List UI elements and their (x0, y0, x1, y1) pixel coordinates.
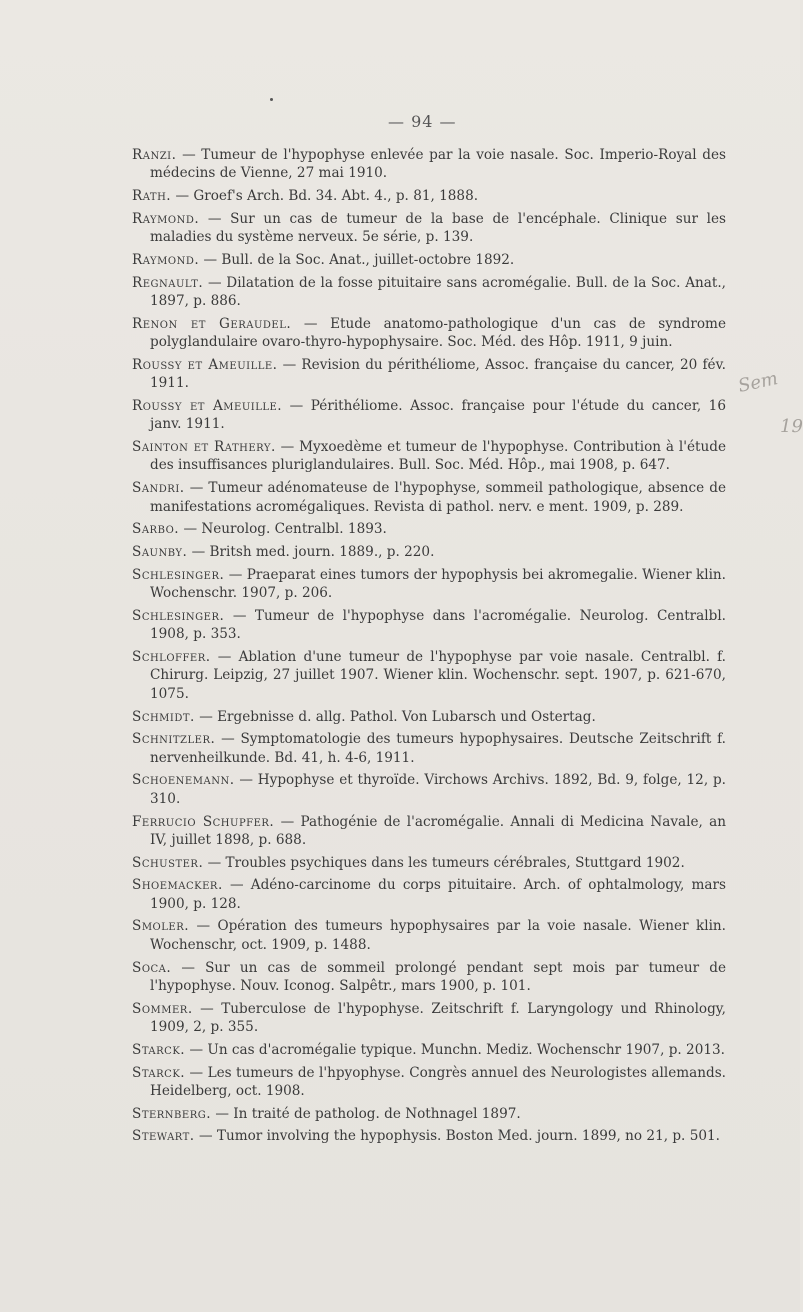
entry-author: Saunby. (132, 544, 188, 561)
entry-author: Schoenemann. (132, 772, 235, 789)
bibliography-entry (132, 730, 726, 767)
entry-author: Renon et Geraudel. (132, 315, 292, 332)
bibliography-entry (132, 854, 726, 872)
bibliography-entry (132, 315, 726, 352)
entry-author: Sternberg. (132, 1105, 212, 1122)
entry-author: Schlesinger. (132, 566, 225, 583)
entry-author: Schnitzler. (132, 731, 216, 748)
entry-text: — Tumor involving the hypophysis. Boston Med. journ. 1899, no 21, p. 501. (194, 1128, 720, 1145)
entry-text: — Ablation d'une tumeur de l'hypophyse par voie nasale. Centralbl. f. Chirurg. Leipzig, 27 juillet 1907. Wiener klin. Wochenschr. sept. 1907, p. 621-670, 1075. (150, 649, 726, 702)
bibliography-entry (132, 356, 726, 393)
entry-author: Starck. (132, 1041, 186, 1058)
bibliography-entry (132, 543, 726, 561)
page-number: — 94 — (388, 112, 457, 131)
entry-text: — Adéno-carcinome du corps pituitaire. Arch. of ophtalmology, mars 1900, p. 128. (150, 877, 726, 912)
bibliography-entry (132, 397, 726, 434)
bibliography-entry (132, 251, 726, 269)
entry-text: — Symptomatologie des tumeurs hypophysaires. Deutsche Zeitschrift f. nervenheilkunde. Bd. 41, h. 4-6, 1911. (150, 731, 726, 766)
entry-author: Starck. (132, 1064, 186, 1081)
entry-author: Ferrucio Schupfer. (132, 813, 275, 830)
bibliography-entry (132, 187, 726, 205)
entry-text: — Tumeur adénomateuse de l'hypophyse, sommeil pathologique, absence de manifestations acromégaliques. Revista di pathol. nerv. e ment. 1909, p. 289. (150, 480, 726, 515)
bibliography-entry (132, 1064, 726, 1101)
bibliography-entry (132, 876, 726, 913)
bibliography-entry (132, 1000, 726, 1037)
bibliography-entry (132, 566, 726, 603)
bibliography-entry (132, 813, 726, 850)
entry-text: — Britsh med. journ. 1889., p. 220. (187, 544, 435, 561)
entry-author: Stewart. (132, 1128, 195, 1145)
bibliography-entry (132, 146, 726, 183)
entry-text: — Myxoedème et tumeur de l'hypophyse. Contribution à l'étude des insuffisances pluriglandulaires. Bull. Soc. Méd. Hôp., mai 1908, p. 647. (150, 439, 726, 474)
bibliography-entry (132, 708, 726, 726)
bibliography-entry (132, 607, 726, 644)
entry-text: — Un cas d'acromégalie typique. Munchn. Mediz. Wochenschr 1907, p. 2013. (185, 1041, 725, 1058)
entry-text: — Bull. de la Soc. Anat., juillet-octobre 1892. (199, 251, 515, 268)
entry-author: Regnault. (132, 274, 204, 291)
bibliography-entry (132, 917, 726, 954)
entry-author: Raymond. (132, 210, 200, 227)
entry-text: — Etude anatomo-pathologique d'un cas de syndrome polyglandulaire ovaro-thyro-hypophysaire. Soc. Méd. des Hôp. 1911, 9 juin. (150, 315, 726, 351)
entry-author: Sommer. (132, 1000, 193, 1017)
entry-text: — Neurolog. Centralbl. 1893. (179, 521, 387, 538)
entry-author: Roussy et Ameuille. (132, 356, 278, 373)
entry-text: — Ergebnisse d. allg. Pathol. Von Lubarsch und Ostertag. (194, 708, 596, 725)
entry-author: Sandri. (132, 480, 185, 497)
bibliography-entry (132, 771, 726, 808)
entry-text: — Revision du périthéliome, Assoc. française du cancer, 20 fév. 1911. (150, 356, 726, 392)
entry-text: — Sur un cas de sommeil prolongé pendant sept mois par tumeur de l'hypophyse. Nouv. Iconog. Salpêtr., mars 1900, p. 101. (150, 959, 726, 994)
entry-text: — Tuberculose de l'hypophyse. Zeitschrift f. Laryngology und Rhinology, 1909, 2, p. 355. (150, 1000, 726, 1035)
entry-text: — Tumeur de l'hypophyse dans l'acromégalie. Neurolog. Centralbl. 1908, p. 353. (150, 608, 726, 643)
bibliography-entry (132, 1041, 726, 1059)
bibliography-entry (132, 1127, 726, 1145)
entry-text: — Troubles psychiques dans les tumeurs cérébrales, Stuttgard 1902. (203, 854, 685, 871)
entry-author: Schlesinger. (132, 608, 225, 625)
entry-text: — Groef's Arch. Bd. 34. Abt. 4., p. 81, 1888. (171, 188, 479, 205)
entry-text: — Périthéliome. Assoc. française pour l'étude du cancer, 16 janv. 1911. (150, 398, 726, 433)
entry-text: — Sur un cas de tumeur de la base de l'encéphale. Clinique sur les maladies du système nerveux. 5e série, p. 139. (150, 210, 726, 246)
entry-author: Schloffer. (132, 649, 211, 666)
bibliography-entry (132, 479, 726, 516)
entry-author: Rath. (132, 188, 172, 205)
bibliography-entry (132, 210, 726, 247)
entry-text: — Les tumeurs de l'hpyophyse. Congrès annuel des Neurologistes allemands. Heidelberg, oct. 1908. (150, 1064, 726, 1099)
margin-annotation-bottom: 19 (780, 416, 803, 437)
entry-text: — Hypophyse et thyroïde. Virchows Archivs. 1892, Bd. 9, folge, 12, p. 310. (150, 772, 726, 807)
entry-text: — Opération des tumeurs hypophysaires par la voie nasale. Wiener klin. Wochenschr, oct. 1909, p. 1488. (150, 918, 726, 953)
entry-text: — Praeparat eines tumors der hypophysis bei akromegalie. Wiener klin. Wochenschr. 1907, p. 206. (150, 566, 726, 602)
entry-author: Smoler. (132, 918, 190, 935)
bibliography-entry (132, 438, 726, 475)
entry-author: Roussy et Ameuille. (132, 398, 283, 415)
entry-author: Sainton et Rathery. (132, 439, 276, 456)
bibliography-entry (132, 959, 726, 996)
entry-author: Schuster. (132, 854, 204, 871)
margin-annotation-top: Sem (736, 368, 780, 397)
entry-author: Sarbo. (132, 521, 180, 538)
entry-author: Soca. (132, 959, 172, 976)
entry-text: — Tumeur de l'hypophyse enlevée par la voie nasale. Soc. Imperio-Royal des médecins de Vienne, 27 mai 1910. (150, 147, 726, 182)
entry-text: — Dilatation de la fosse pituitaire sans acromégalie. Bull. de la Soc. Anat., 1897, p. 886. (150, 274, 726, 310)
bibliography-entry (132, 1105, 726, 1123)
bibliography-list (132, 146, 726, 1150)
entry-author: Raymond. (132, 251, 200, 268)
entry-author: Schmidt. (132, 708, 195, 725)
entry-text: — In traité de patholog. de Nothnagel 1897. (211, 1105, 521, 1122)
bibliography-entry (132, 648, 726, 703)
ink-speck (270, 98, 273, 101)
bibliography-entry (132, 274, 726, 311)
entry-author: Ranzi. (132, 147, 177, 163)
entry-text: — Pathogénie de l'acromégalie. Annali di Medicina Navale, an IV, juillet 1898, p. 688. (150, 813, 726, 848)
entry-author: Shoemacker. (132, 877, 223, 894)
bibliography-entry (132, 520, 726, 538)
